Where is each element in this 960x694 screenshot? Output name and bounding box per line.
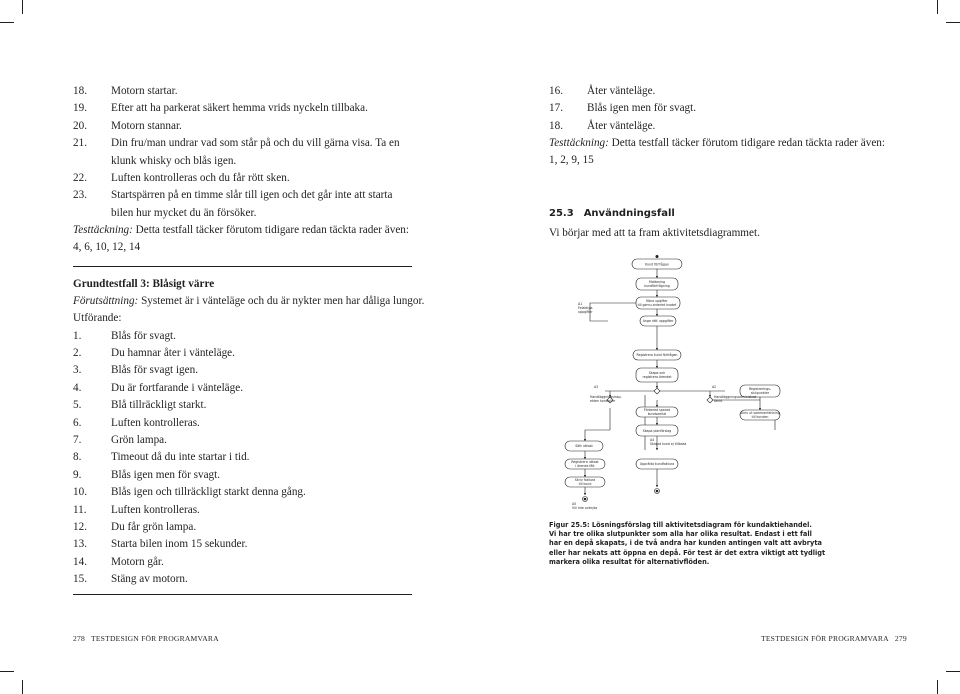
coverage-text: Testtäckning: Detta testfall täcker förutom tidigare redan täckta rader även: 1, 2, 9, 15 <box>549 137 886 167</box>
diagram-label: Sätt utkast <box>575 444 593 448</box>
diagram-label: A3 <box>594 385 599 389</box>
diagram-label: kundförfrågning <box>644 284 670 288</box>
diagram-label: A4 <box>650 438 655 442</box>
coverage-text: Testtäckning: Detta testfall täcker förutom tidigare redan täckta rader även: 4, 6, 10, 12, 14 <box>73 224 410 254</box>
diagram-label: Skapa och <box>648 371 666 375</box>
diagram-label: Skapa planförslag <box>642 429 672 433</box>
diagram-label: Skapat kund ej tillbaka <box>650 442 687 446</box>
section-title: Användningsfall <box>583 208 675 219</box>
diagram-label: Registrera utkast <box>571 460 599 464</box>
diagram-label: Ange rätt uppgifter <box>642 319 674 323</box>
list-item: 20. Motorn stannar. <box>73 119 182 132</box>
diagram-label: registrera ärendet <box>642 375 672 379</box>
diagram-label: Köna upgifter <box>646 299 668 303</box>
page-number: 278 <box>73 634 85 643</box>
diagram-label: A1 <box>578 302 583 306</box>
section-number: 25.3 <box>549 208 574 219</box>
page-number: 279 <box>894 634 907 643</box>
diagram-label: ekten kontroller <box>590 399 616 403</box>
divider <box>73 266 412 267</box>
list-item: 3. Blås för svagt igen. <box>73 364 198 377</box>
diagram-label: Upprätta kundfaktura <box>639 462 675 466</box>
diagram-label: Vill inte avbryta <box>572 506 598 510</box>
steps-continued-list <box>73 83 433 222</box>
diagram-label: Handläggningsinsp- <box>590 395 622 399</box>
diagram-label: Felaktiga <box>578 306 593 310</box>
list-item: 16. Åter vänteläge. <box>549 85 656 97</box>
steps-list <box>73 328 433 589</box>
list-item: 8. Timeout då du inte startar i tid. <box>73 451 250 464</box>
diagram-label: slutpunkter <box>750 391 770 395</box>
list-item: 1. Blås för svagt. <box>73 329 176 342</box>
list-item: 23. Startspärren på en timme slår till igen och det går inte att starta bilen hur mycket du än försöker. <box>73 189 393 219</box>
diagram-label: Handläggningsadministrat <box>714 395 757 399</box>
list-item: 11. Luften kontrolleras. <box>73 503 200 516</box>
list-item: 18. Motorn startar. <box>73 85 178 97</box>
running-title: TESTDESIGN FÖR PROGRAMVARA <box>91 634 219 643</box>
precondition-text: Förutsättning: Systemet är i vänteläge och du är nykter men har dåliga lungor. <box>73 295 425 307</box>
list-item: 18. Åter vänteläge. <box>549 119 656 132</box>
list-item: 13. Starta bilen inom 15 sekunder. <box>73 538 248 551</box>
diagram-label: till kunden <box>751 415 769 419</box>
diagram-label: Skriv ut sammanfattning <box>740 411 780 415</box>
diagram-label: A5 <box>572 502 577 506</box>
diagram-label: kundsamtal <box>647 412 667 416</box>
diagram-label: tänkt <box>714 399 723 403</box>
list-item: 21. Din fru/man undrar vad som står på och du vill gärna visa. Ta en klunk whisky och blås igen. <box>73 137 400 167</box>
footer <box>73 634 219 643</box>
list-item: 9. Blås igen men för svagt. <box>73 468 221 481</box>
list-item: 7. Grön lampa. <box>73 433 167 446</box>
diagram-label: Förbered sparad <box>643 408 671 412</box>
list-item: 4. Du är fortfarande i vänteläge. <box>73 381 244 394</box>
diagram-label: till kund <box>578 482 592 486</box>
list-item: 6. Luften kontrolleras. <box>73 416 200 429</box>
diagram-label: Kund förfrågan <box>645 262 669 267</box>
diagram-label: uppgifter <box>578 310 593 314</box>
diagram-label: Registrerings- <box>748 387 772 391</box>
list-item: 15. Stäng av motorn. <box>73 573 188 586</box>
footer <box>761 634 907 643</box>
list-item: 12. Du får grön lampa. <box>73 520 197 533</box>
right-page <box>480 0 960 694</box>
diagram-label: A2 <box>712 385 717 389</box>
divider <box>73 594 412 595</box>
list-item: 19. Efter att ha parkerat säkert hemma vrids nyckeln tillbaka. <box>73 102 368 115</box>
section-intro: Vi börjar med att ta fram aktivitetsdiagrammet. <box>549 227 760 239</box>
diagram-label: i ärende fält <box>575 464 595 468</box>
list-item: 17. Blås igen men för svagt. <box>549 102 697 115</box>
diagram-label: Mottaning <box>648 280 666 284</box>
testcase-title: Grundtestfall 3: Blåsigt värre <box>73 278 215 290</box>
steps-continued-list <box>549 83 909 135</box>
execution-label: Utförande: <box>73 312 122 324</box>
diagram-label: Skriv faktura <box>574 478 596 482</box>
diagram-label: Registrera kund förfrågan <box>636 353 678 357</box>
list-item: 2. Du hamnar åter i vänteläge. <box>73 346 235 359</box>
section-heading <box>549 208 675 219</box>
start-node-icon <box>656 255 659 258</box>
list-item: 5. Blå tillräckligt starkt. <box>73 399 207 412</box>
running-title: TESTDESIGN FÖR PROGRAMVARA <box>761 634 889 643</box>
diagram-label: till gamu anteriet kvotet <box>637 303 677 307</box>
list-item: 10. Blås igen och tillräckligt starkt denna gång. <box>73 486 306 499</box>
list-item: 22. Luften kontrolleras och du får rött sken. <box>73 172 290 185</box>
figure-caption: Figur 25.5: Lösningsförslag till aktivitetsdiagram för kundaktiehandel. Vi har tre olika slutpunkter som alla har olika resultat. Endast i ett fall har en depå skapats, i de två andra har kunden antingen valt att avbryta eller har nekats att öppna en depå. För test är det extra viktigt att tydligt markera olika resultat för alternativflöden. <box>549 521 826 566</box>
list-item: 14. Motorn går. <box>73 555 164 568</box>
activity-diagram <box>550 255 860 515</box>
